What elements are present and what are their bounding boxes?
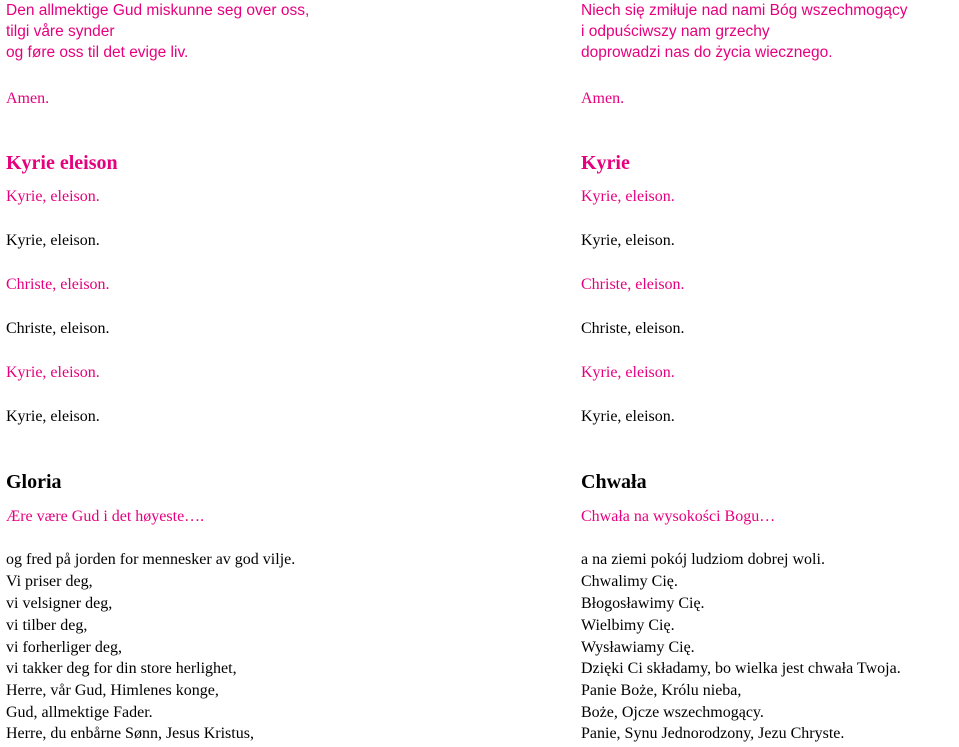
norwegian-amen: Amen. bbox=[6, 90, 50, 107]
norwegian-gloria-heading: Gloria bbox=[6, 471, 62, 493]
polish-kyrie-line-2: Kyrie, eleison. bbox=[581, 232, 675, 249]
polish-gloria-line-7: Panie Boże, Królu nieba, bbox=[581, 682, 742, 699]
polish-gloria-line-5: Wysławiamy Cię. bbox=[581, 639, 695, 656]
polish-kyrie-line-1: Kyrie, eleison. bbox=[581, 188, 675, 205]
norwegian-gloria-line-2: Vi priser deg, bbox=[6, 573, 93, 590]
polish-gloria-heading: Chwała bbox=[581, 471, 647, 493]
polish-gloria-line-6: Dzięki Ci składamy, bo wielka jest chwała Twoja. bbox=[581, 660, 901, 677]
norwegian-gloria-line-1: og fred på jorden for mennesker av god vilje. bbox=[6, 551, 296, 568]
norwegian-kyrie-line-1: Kyrie, eleison. bbox=[6, 188, 100, 205]
polish-kyrie-line-6: Kyrie, eleison. bbox=[581, 408, 675, 425]
norwegian-column bbox=[6, 0, 566, 747]
polish-intro-line-2: i odpuściwszy nam grzechy bbox=[581, 23, 770, 40]
polish-gloria-line-3: Błogosławimy Cię. bbox=[581, 595, 705, 612]
norwegian-gloria-line-7: Herre, vår Gud, Himlenes konge, bbox=[6, 682, 219, 699]
polish-intro-line-3: doprowadzi nas do życia wiecznego. bbox=[581, 44, 833, 61]
polish-amen: Amen. bbox=[581, 90, 625, 107]
norwegian-gloria-line-5: vi forherliger deg, bbox=[6, 639, 122, 656]
norwegian-kyrie-line-6: Kyrie, eleison. bbox=[6, 408, 100, 425]
polish-gloria-line-1: a na ziemi pokój ludziom dobrej woli. bbox=[581, 551, 825, 568]
norwegian-kyrie-line-3: Christe, eleison. bbox=[6, 276, 110, 293]
polish-gloria-line-4: Wielbimy Cię. bbox=[581, 617, 675, 634]
norwegian-gloria-intro: Ære være Gud i det høyeste…. bbox=[6, 508, 205, 525]
norwegian-gloria-line-3: vi velsigner deg, bbox=[6, 595, 113, 612]
polish-gloria-line-8: Boże, Ojcze wszechmogący. bbox=[581, 704, 764, 721]
norwegian-kyrie-heading: Kyrie eleison bbox=[6, 152, 118, 174]
polish-gloria-line-2: Chwalimy Cię. bbox=[581, 573, 678, 590]
norwegian-gloria-line-6: vi takker deg for din store herlighet, bbox=[6, 660, 237, 677]
norwegian-gloria-line-9: Herre, du enbårne Sønn, Jesus Kristus, bbox=[6, 725, 254, 742]
norwegian-gloria-line-8: Gud, allmektige Fader. bbox=[6, 704, 153, 721]
polish-kyrie-heading: Kyrie bbox=[581, 152, 630, 174]
polish-kyrie-line-5: Kyrie, eleison. bbox=[581, 364, 675, 381]
norwegian-intro-line-2: tilgi våre synder bbox=[6, 23, 115, 40]
polish-kyrie-line-3: Christe, eleison. bbox=[581, 276, 685, 293]
polish-column bbox=[581, 0, 959, 747]
polish-gloria-line-9: Panie, Synu Jednorodzony, Jezu Chryste. bbox=[581, 725, 845, 742]
norwegian-intro-line-3: og føre oss til det evige liv. bbox=[6, 44, 189, 61]
polish-gloria-intro: Chwała na wysokości Bogu… bbox=[581, 508, 776, 525]
norwegian-gloria-line-4: vi tilber deg, bbox=[6, 617, 88, 634]
norwegian-kyrie-line-4: Christe, eleison. bbox=[6, 320, 110, 337]
norwegian-kyrie-line-2: Kyrie, eleison. bbox=[6, 232, 100, 249]
polish-intro-line-1: Niech się zmiłuje nad nami Bóg wszechmogący bbox=[581, 2, 908, 19]
norwegian-intro-line-1: Den allmektige Gud miskunne seg over oss, bbox=[6, 2, 310, 19]
polish-kyrie-line-4: Christe, eleison. bbox=[581, 320, 685, 337]
norwegian-kyrie-line-5: Kyrie, eleison. bbox=[6, 364, 100, 381]
